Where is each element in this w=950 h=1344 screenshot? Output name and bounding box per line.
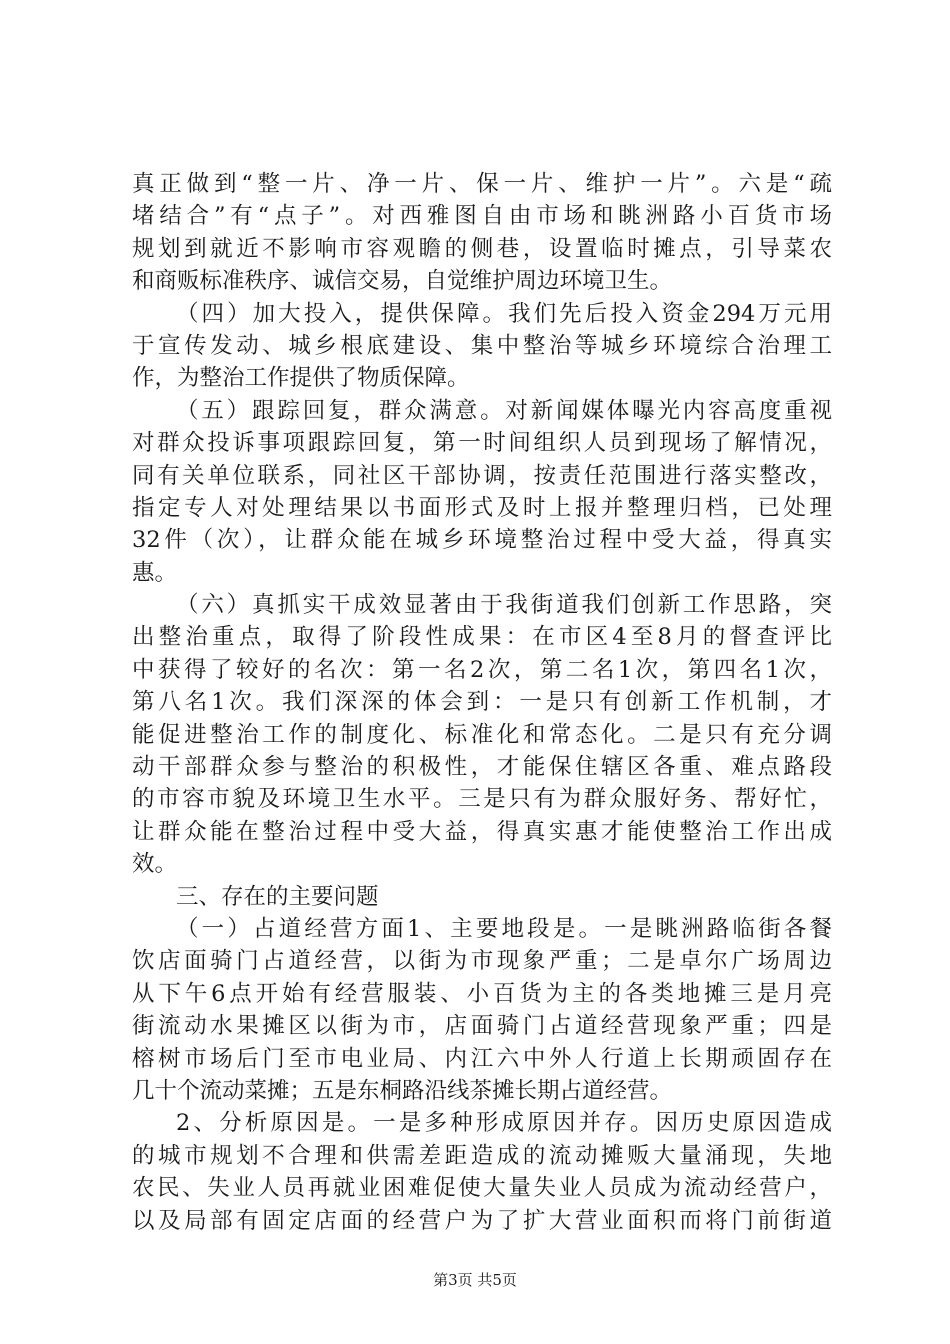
text-line: 2、分析原因是。一是多种形成原因并存。因历史原因造成 (176, 1110, 832, 1137)
text-line: 几十个流动菜摊；五是东桐路沿线茶摊长期占道经营。 (132, 1077, 673, 1104)
text-line: 能促进整治工作的制度化、标准化和常态化。二是只有充分调 (132, 721, 832, 748)
text-line: 指定专人对处理结果以书面形式及时上报并整理归档，已处理 (132, 494, 832, 521)
document-body (132, 168, 832, 1237)
text-line: 动干部群众参与整治的积极性，才能保住辖区各重、难点路段 (132, 754, 832, 781)
text-line: 同有关单位联系，同社区干部协调，按责任范围进行落实整改， (132, 462, 832, 489)
text-line: 于宣传发动、城乡根底建设、集中整治等城乡环境综合治理工 (132, 332, 832, 359)
text-line: 32件（次），让群众能在城乡环境整治过程中受大益，得真实 (132, 527, 832, 554)
text-line: （四）加大投入，提供保障。我们先后投入资金294万元用 (176, 300, 832, 327)
text-line: 堵结合”有“点子”。对西雅图自由市场和眺洲路小百货市场 (132, 203, 832, 230)
text-line: 效。 (132, 851, 178, 878)
text-line: 以及局部有固定店面的经营户为了扩大营业面积而将门前街道 (132, 1207, 832, 1234)
text-line: 真正做到“整一片、净一片、保一片、维护一片”。六是“疏 (132, 171, 832, 197)
text-line: 从下午6点开始有经营服装、小百货为主的各类地摊三是月亮 (132, 980, 832, 1007)
text-line: （六）真抓实干成效显著由于我街道我们创新工作思路，突 (176, 592, 832, 619)
text-line: （一）占道经营方面1、主要地段是。一是眺洲路临街各餐 (176, 915, 832, 942)
text-line: 和商贩标准秩序、诚信交易，自觉维护周边环境卫生。 (132, 268, 673, 295)
text-line: 榕树市场后门至市电业局、内江六中外人行道上长期顽固存在 (132, 1045, 832, 1072)
text-line: 第八名1次。我们深深的体会到：一是只有创新工作机制，才 (132, 689, 832, 716)
text-line: 中获得了较好的名次：第一名2次，第二名1次，第四名1次， (132, 656, 832, 683)
text-line: 的市容市貌及环境卫生水平。三是只有为群众服好务、帮好忙， (132, 786, 832, 813)
text-line: 的城市规划不合理和供需差距造成的流动摊贩大量涌现，失地 (132, 1142, 832, 1169)
text-line: 三、存在的主要问题 (176, 883, 379, 910)
text-line: 街流动水果摊区以街为市，店面骑门占道经营现象严重；四是 (132, 1013, 832, 1040)
text-line: 出整治重点，取得了阶段性成果：在市区4至8月的督查评比 (132, 624, 832, 651)
text-line: 农民、失业人员再就业困难促使大量失业人员成为流动经营户， (132, 1175, 832, 1202)
text-line: 规划到就近不影响市容观瞻的侧巷，设置临时摊点，引导菜农 (132, 235, 832, 262)
text-line: 惠。 (132, 559, 178, 586)
page-footer: 第3页 共5页 (433, 1271, 517, 1289)
text-line: 饮店面骑门占道经营，以街为市现象严重；二是卓尔广场周边 (132, 948, 832, 975)
text-line: （五）跟踪回复，群众满意。对新闻媒体曝光内容高度重视 (176, 397, 832, 424)
text-line: 对群众投诉事项跟踪回复，第一时间组织人员到现场了解情况， (132, 430, 832, 457)
text-line: 作，为整治工作提供了物质保障。 (132, 365, 470, 392)
text-line: 让群众能在整治过程中受大益，得真实惠才能使整治工作出成 (132, 818, 832, 845)
